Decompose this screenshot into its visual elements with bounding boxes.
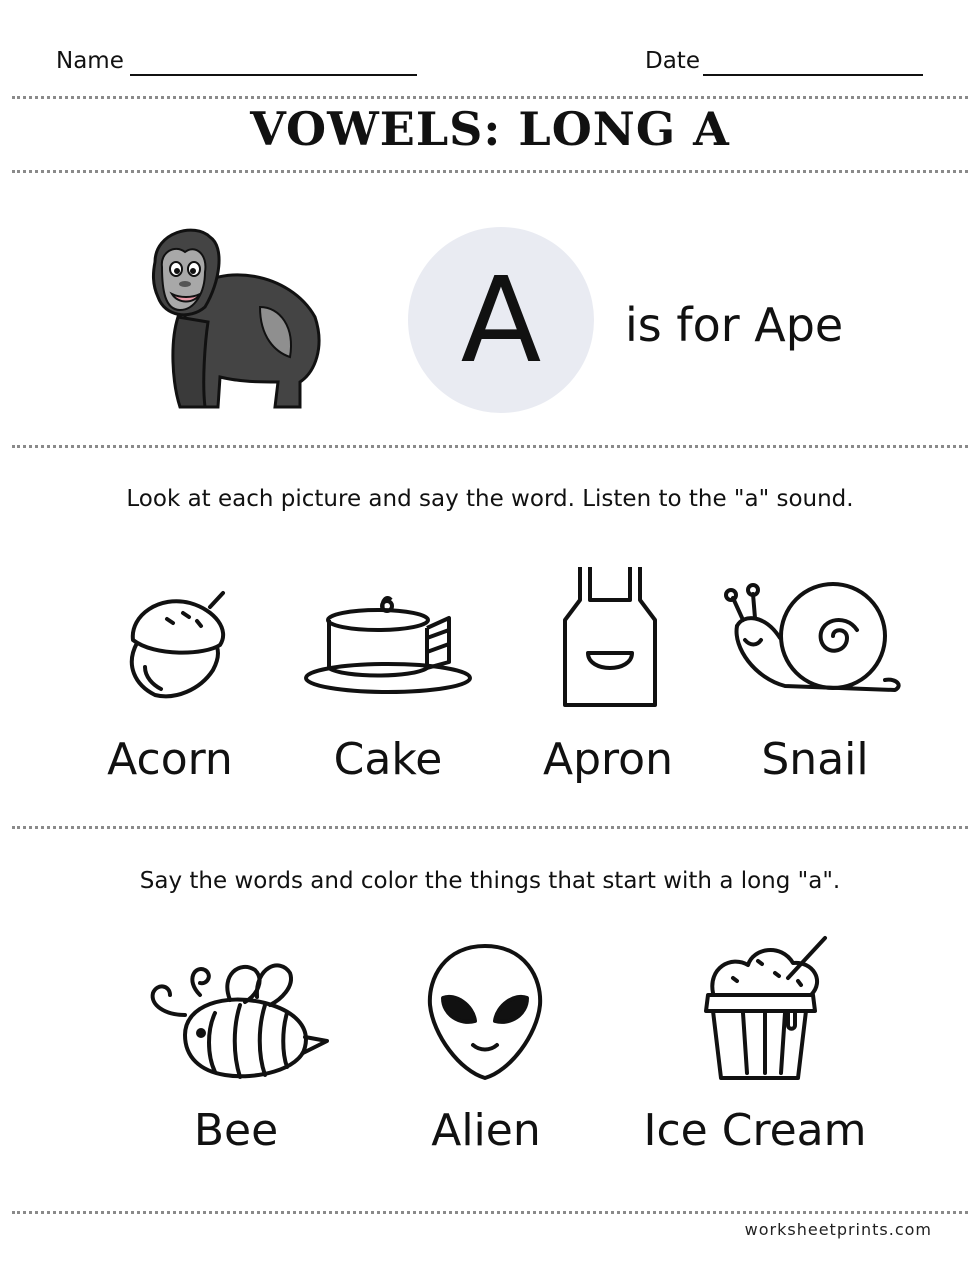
snail-icon <box>725 578 905 703</box>
ice-cream-icon <box>703 933 833 1083</box>
bee-icon <box>145 955 330 1085</box>
ape-picture <box>150 222 325 412</box>
date-label: Date <box>645 48 700 74</box>
date-write-line <box>703 74 923 76</box>
feature-caption: is for Ape <box>625 298 844 352</box>
alien-icon <box>425 943 545 1083</box>
divider <box>12 445 968 448</box>
featured-letter: A <box>460 251 542 389</box>
name-label: Name <box>56 48 124 74</box>
instruction-1: Look at each picture and say the word. Listen to the "a" sound. <box>126 486 854 512</box>
word-snail: Snail <box>761 734 869 785</box>
instruction-2: Say the words and color the things that start with a long "a". <box>139 868 841 894</box>
word-ice-cream: Ice Cream <box>643 1105 867 1156</box>
word-acorn: Acorn <box>107 734 233 785</box>
divider <box>12 96 968 99</box>
divider <box>12 1211 968 1214</box>
cake-icon <box>303 590 473 695</box>
page-title: VOWELS: LONG A <box>250 102 730 156</box>
name-write-line <box>130 74 417 76</box>
divider <box>12 170 968 173</box>
apron-icon <box>560 565 660 710</box>
acorn-icon <box>115 585 235 700</box>
word-alien: Alien <box>431 1105 541 1156</box>
word-apron: Apron <box>543 734 673 785</box>
divider <box>12 826 968 829</box>
word-cake: Cake <box>333 734 443 785</box>
word-bee: Bee <box>193 1105 279 1156</box>
footer-website: worksheetprints.com <box>744 1220 932 1239</box>
